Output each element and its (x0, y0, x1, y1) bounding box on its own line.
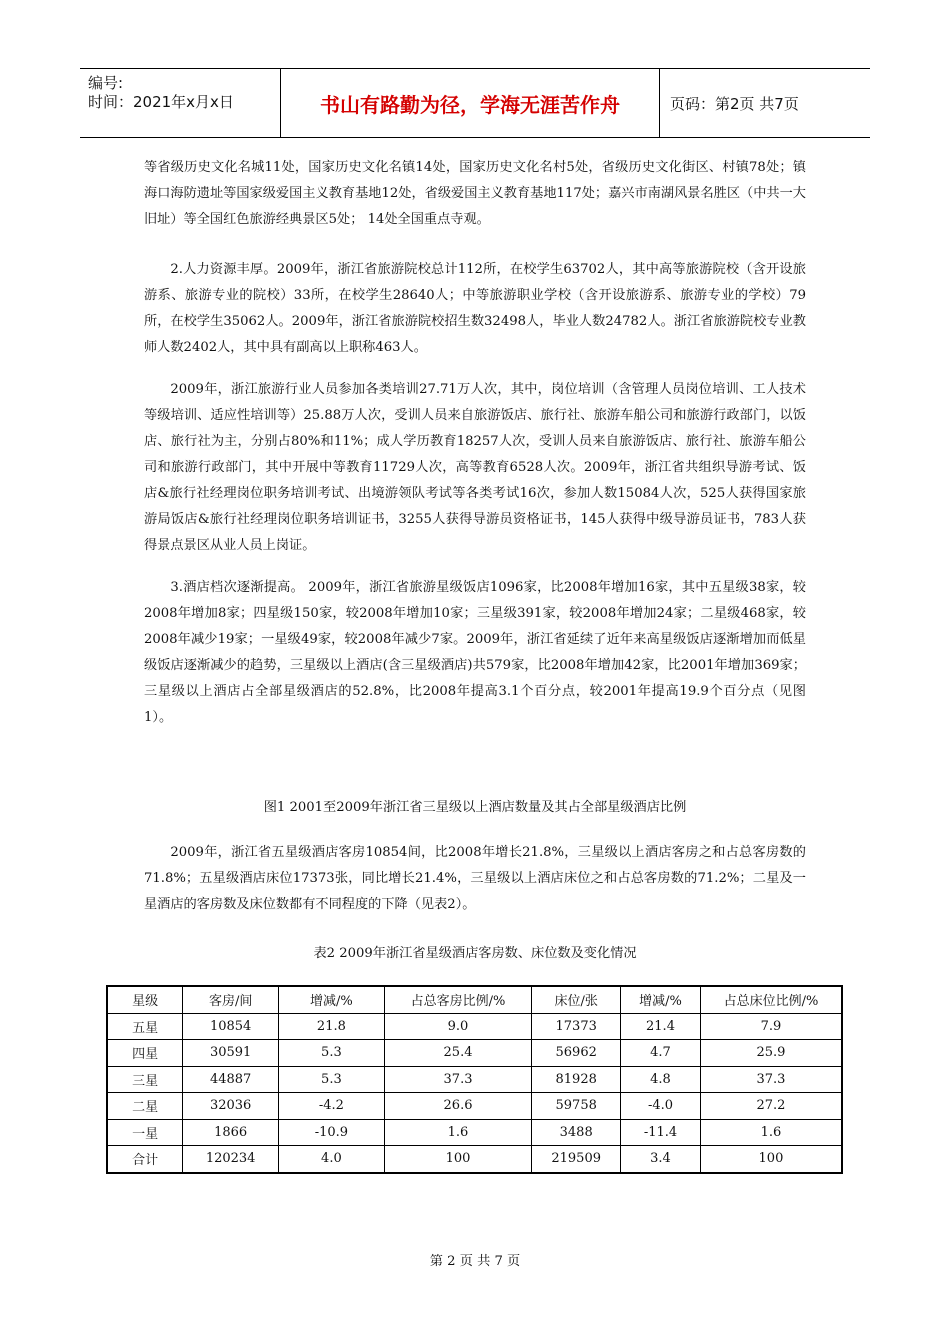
table-cell: 59758 (532, 1093, 621, 1120)
table-row (107, 1146, 842, 1173)
table-cell: 3.4 (621, 1146, 701, 1173)
header-cell: 星级 (107, 986, 183, 1013)
paragraph: 等省级历史文化名城11处，国家历史文化名镇14处，国家历史文化名村5处，省级历史文化街区、村镇78处；镇海口海防遗址等国家级爱国主义教育基地12处，省级爱国主义教育基地117处；嘉兴市南湖风景名胜区（中共一大旧址）等全国红色旅游经典景区5处； 14处全国重点寺观。 (144, 160, 806, 227)
table-cell: 25.4 (384, 1040, 532, 1067)
paragraph-1-block (144, 155, 806, 233)
table-cell: 81928 (532, 1066, 621, 1093)
table-cell: 1.6 (384, 1119, 532, 1146)
table-cell: 5.3 (279, 1066, 385, 1093)
table-cell: 1.6 (700, 1119, 842, 1146)
table-cell: 37.3 (384, 1066, 532, 1093)
table-cell: 7.9 (700, 1013, 842, 1040)
paragraph-4-block (144, 575, 806, 731)
table-cell: 44887 (183, 1066, 279, 1093)
table-cell: 120234 (183, 1146, 279, 1173)
table-row (107, 1013, 842, 1040)
table-row (107, 1119, 842, 1146)
header-motto: 书山有路勤为径，学海无涯苦作舟 (280, 69, 660, 137)
hotel-stats-table (106, 985, 843, 1174)
table-caption: 表2 2009年浙江省星级酒店客房数、床位数及变化情况 (313, 946, 637, 961)
page-footer: 第 2 页 共 7 页 (429, 1254, 521, 1269)
header-cell: 占总床位比例/% (700, 986, 842, 1013)
paragraph: 2009年，浙江旅游行业人员参加各类培训27.71万人次，其中，岗位培训（含管理人员岗位培训、工人技术等级培训、适应性培训等）25.88万人次，受训人员来自旅游饭店、旅行社、旅游车船公司和旅游行政部门，以饭店、旅行社为主，分别占80%和11%；成人学历教育18257人次，受训人员来自旅游饭店、旅行社、旅游车船公司和旅游行政部门，其中开展中等教育11729人次，高等教育6528人次。2009年，浙江省共组织导游考试、饭店&旅行社经理岗位职务培训考试、出境游领队考试等各类考试16次，参加人数15084人次，525人获得国家旅游局饭店&旅行社经理岗位职务培训证书，3255人获得导游员资格证书，145人获得中级导游员证书，783人获得景点景区从业人员上岗证。 (144, 382, 806, 553)
table-cell: -4.0 (621, 1093, 701, 1120)
paragraph-3-block (144, 377, 806, 559)
number-label: 编号: (88, 74, 124, 92)
paragraph-2-block (144, 257, 806, 361)
table-row (107, 1066, 842, 1093)
header-cell: 客房/间 (183, 986, 279, 1013)
table-cell: 二星 (107, 1093, 183, 1120)
table-cell: 25.9 (700, 1040, 842, 1067)
header-cell: 增减/% (279, 986, 385, 1013)
table-row (107, 1093, 842, 1120)
table-cell: 4.7 (621, 1040, 701, 1067)
header-cell: 占总客房比例/% (384, 986, 532, 1013)
header-cell: 床位/张 (532, 986, 621, 1013)
table-cell: 四星 (107, 1040, 183, 1067)
paragraph: 3.酒店档次逐渐提高。 2009年，浙江省旅游星级饭店1096家，比2008年增加16家，其中五星级38家，较2008年增加8家；四星级150家，较2008年增加10家；三星级391家，较2008年增加24家；二星级468家，较2008年减少19家；一星级49家，较2008年减少7家。2009年，浙江省延续了近年来高星级饭店逐渐增加而低星级饭店逐渐减少的趋势，三星级以上酒店(含三星级酒店)共579家，比2008年增加42家，比2001年增加369家；三星级以上酒店占全部星级酒店的52.8%，比2008年提高3.1个百分点，较2001年提高19.9个百分点（见图1）。 (144, 580, 806, 725)
figure-caption: 图1 2001至2009年浙江省三星级以上酒店数量及其占全部星级酒店比例 (263, 800, 687, 815)
table-cell: 9.0 (384, 1013, 532, 1040)
table-cell: 1866 (183, 1119, 279, 1146)
paragraph: 2009年，浙江省五星级酒店客房10854间，比2008年增长21.8%，三星级以上酒店客房之和占总客房数的71.8%；五星级酒店床位17373张，同比增长21.4%，三星级以上酒店床位之和占总客房数的71.2%；二星及一星酒店的客房数及床位数都有不同程度的下降（见表2）。 (144, 845, 806, 912)
table-cell: 一星 (107, 1119, 183, 1146)
table-header-row (107, 986, 842, 1013)
page-header (80, 68, 870, 138)
table-cell: 3488 (532, 1119, 621, 1146)
table-cell: 26.6 (384, 1093, 532, 1120)
table-cell: -10.9 (279, 1119, 385, 1146)
table-cell: 100 (700, 1146, 842, 1173)
paragraph: 2.人力资源丰厚。2009年，浙江省旅游院校总计112所，在校学生63702人，其中高等旅游院校（含开设旅游系、旅游专业的院校）33所，在校学生28640人；中等旅游职业学校（含开设旅游系、旅游专业的学校）79所，在校学生35062人。2009年，浙江省旅游院校招生数32498人，毕业人数24782人。浙江省旅游院校专业教师人数2402人，其中具有副高以上职称463人。 (144, 262, 806, 355)
table-cell: -4.2 (279, 1093, 385, 1120)
table-cell: 56962 (532, 1040, 621, 1067)
table-cell: 30591 (183, 1040, 279, 1067)
table-cell: 合计 (107, 1146, 183, 1173)
table-cell: 5.3 (279, 1040, 385, 1067)
header-page-label: 页码：第2页 共7页 (670, 94, 799, 113)
table-cell: 21.4 (621, 1013, 701, 1040)
table-cell: 27.2 (700, 1093, 842, 1120)
table-cell: 32036 (183, 1093, 279, 1120)
table-cell: 三星 (107, 1066, 183, 1093)
table-cell: 4.8 (621, 1066, 701, 1093)
table-cell: 五星 (107, 1013, 183, 1040)
time-label: 时间：2021年x月x日 (88, 93, 234, 111)
table-cell: 4.0 (279, 1146, 385, 1173)
header-cell: 增减/% (621, 986, 701, 1013)
table-cell: 21.8 (279, 1013, 385, 1040)
table-cell: 100 (384, 1146, 532, 1173)
header-meta (80, 69, 280, 137)
table-cell: 17373 (532, 1013, 621, 1040)
table-cell: 219509 (532, 1146, 621, 1173)
paragraph-5-block (144, 840, 806, 918)
table-cell: 10854 (183, 1013, 279, 1040)
table-cell: -11.4 (621, 1119, 701, 1146)
table-row (107, 1040, 842, 1067)
table-cell: 37.3 (700, 1066, 842, 1093)
